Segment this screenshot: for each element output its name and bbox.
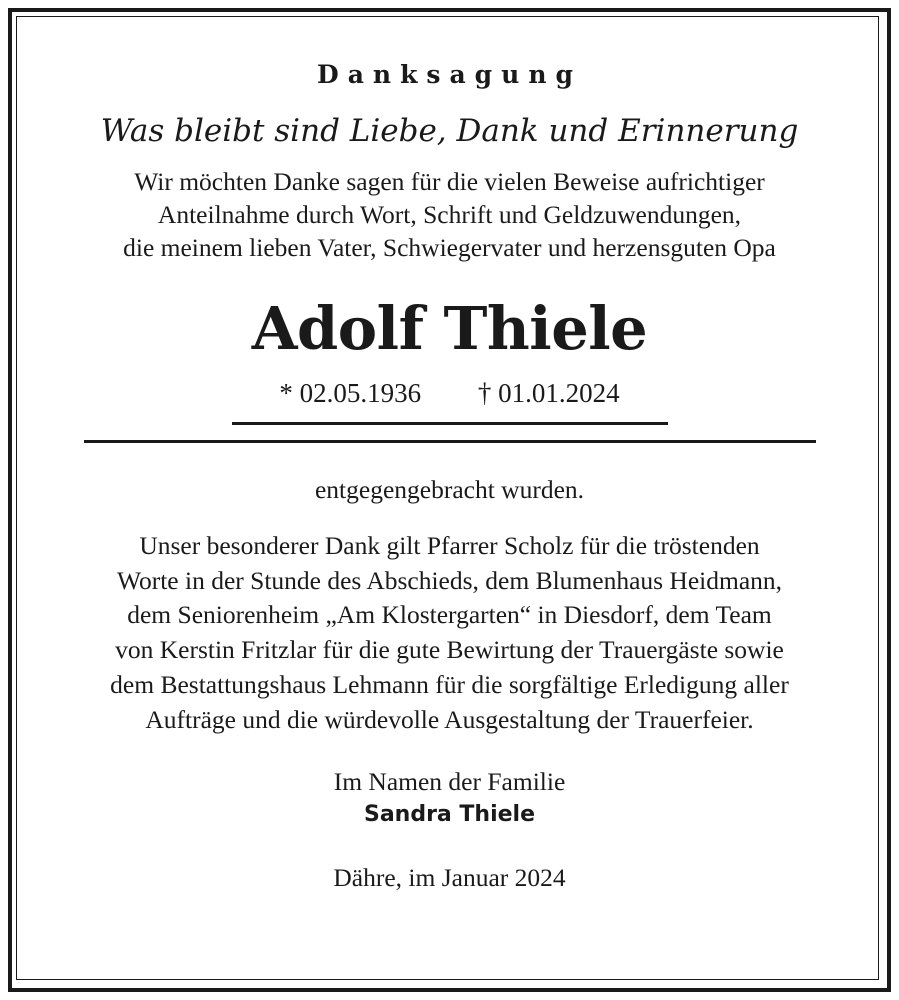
- intro-line: die meinem lieben Vater, Schwiegervater und herzensguten Opa: [123, 233, 776, 262]
- signature-block: [20, 765, 879, 831]
- notice-heading: Danksagung: [317, 60, 582, 89]
- received-text: entgegengebracht wurden.: [314, 475, 585, 504]
- birth-date: * 02.05.1936: [279, 378, 422, 408]
- thanks-line: Aufträge und die würdevolle Ausgestaltung der Trauerfeier.: [145, 704, 754, 734]
- thanks-line: dem Bestattungshaus Lehmann für die sorgfältige Erledigung aller: [110, 669, 789, 699]
- signer-name: Sandra Thiele: [363, 802, 536, 828]
- death-date: † 01.01.2024: [477, 378, 620, 408]
- motto: Was bleibt sind Liebe, Dank und Erinnerung: [100, 113, 799, 149]
- thanks-line: dem Seniorenheim „Am Klostergarten“ in Diesdorf, dem Team: [127, 600, 772, 630]
- intro-line: Anteilnahme durch Wort, Schrift und Geldzuwendungen,: [157, 200, 742, 229]
- thanks-line: Unser besonderer Dank gilt Pfarrer Scholz für die tröstenden: [139, 531, 760, 560]
- obituary-notice: [20, 20, 879, 895]
- divider-short: [232, 422, 668, 425]
- intro-paragraph: [20, 165, 879, 264]
- life-dates: [20, 376, 879, 410]
- thanks-line: von Kerstin Fritzlar für die gute Bewirtung der Trauergäste sowie: [115, 635, 784, 665]
- thanks-paragraph: [20, 529, 879, 737]
- on-behalf-text: Im Namen der Familie: [333, 767, 566, 797]
- divider-long: [84, 440, 816, 443]
- intro-line: Wir möchten Danke sagen für die vielen Beweise aufrichtiger: [134, 167, 765, 196]
- thanks-line: Worte in der Stunde des Abschieds, dem Blumenhaus Heidmann,: [116, 565, 783, 595]
- deceased-name: Adolf Thiele: [251, 294, 648, 363]
- place-date: Dähre, im Januar 2024: [333, 863, 566, 893]
